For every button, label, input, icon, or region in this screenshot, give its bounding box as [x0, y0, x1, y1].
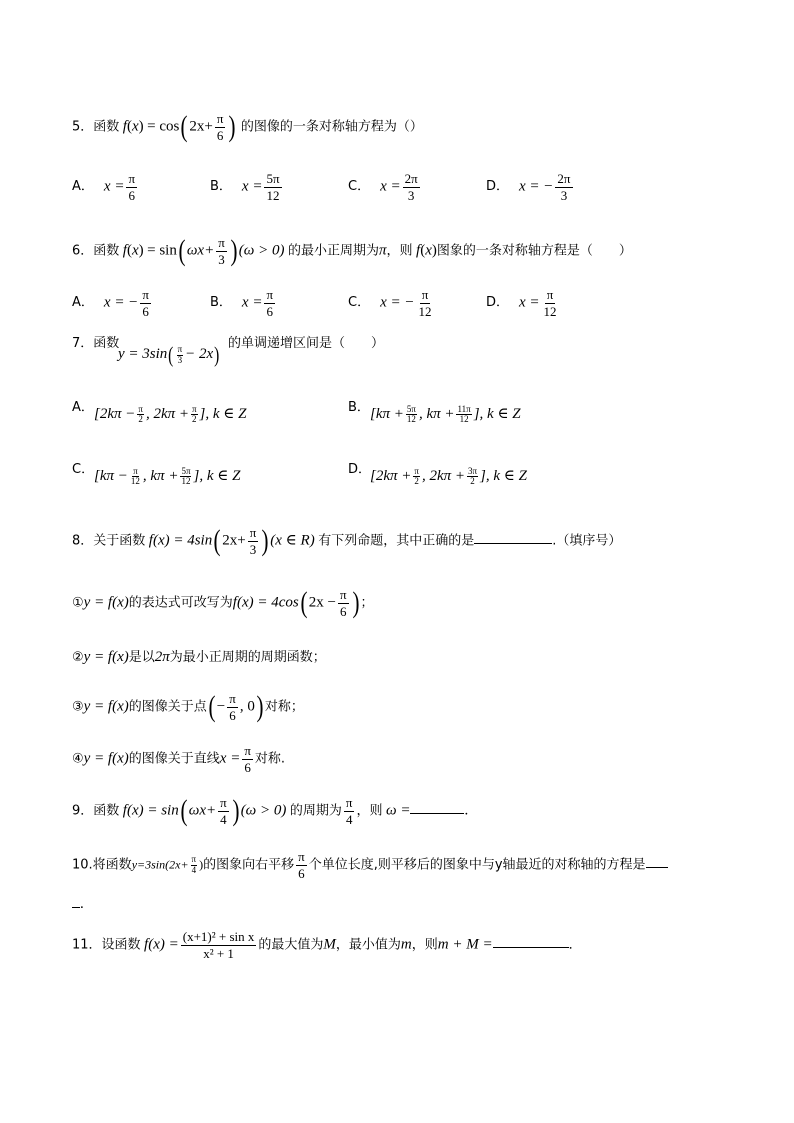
q5-option-d[interactable]: D． x = − $\frac{2\pi}{3}$ — [486, 171, 571, 203]
q7-number: 7．函数 — [72, 336, 120, 351]
q7-option-a[interactable]: [2kπ − $\frac{\pi}{2}$ , 2kπ + $\frac{\pi}{2}$ ], k ∈ Z — [94, 403, 247, 425]
q8-statement-1: ①y = f(x)的表达式可改写为f(x) = 4cos( 2x − $\frac{\pi}{6}$ ) ； — [72, 586, 374, 620]
q6-option-d[interactable]: D． x = $\frac{\pi}{12}$ — [486, 287, 557, 319]
q7-option-a-label: A． — [72, 400, 94, 415]
question-11: 11．设函数 f(x) = $\frac{\text{(x+1)² + sin x}}{\text{x² + 1}}$ 的最大值为M，最小值为m，则m + M = ． — [72, 929, 582, 961]
q10-blank-continued: . — [72, 896, 84, 913]
q6-option-a[interactable]: A． x = − $\frac{\pi}{6}$ — [72, 287, 149, 319]
q10-number: 10.将函数 — [72, 857, 132, 873]
q5-option-c[interactable]: C． x = $\frac{2\pi}{3}$ — [348, 171, 418, 203]
q7-tail: 的单调递增区间是（ ） — [228, 336, 385, 351]
q7-option-b[interactable]: [kπ + $\frac{5\pi}{12}$ , kπ + $\frac{11\pi}{12}$ ], k ∈ Z — [370, 403, 521, 425]
q8-statement-2: ②y = f(x)是以2π为最小正周期的周期函数； — [72, 649, 326, 665]
q5-number: 5．函数 — [72, 119, 120, 135]
q10-answer-blank-2[interactable] — [72, 907, 80, 908]
q6-option-c[interactable]: C． x = − $\frac{\pi}{12}$ — [348, 287, 432, 319]
q8-statement-3: ③y = f(x)的图像关于点( − $\frac{\pi}{6}$ , 0) 对称； — [72, 690, 304, 724]
question-9: 9．函数 f(x) = sin( ωx+ $\frac{\pi}{4}$ ) (ω > 0) 的周期为 $\frac{\pi}{4}$ ，则 ω = . — [72, 794, 469, 828]
q11-number: 11．设函数 — [72, 937, 141, 953]
q5-option-b[interactable]: B． x = $\frac{5\pi}{12}$ — [210, 171, 280, 203]
q5-option-a[interactable]: A． x = $\frac{\pi}{6}$ — [72, 171, 136, 203]
q9-answer-blank[interactable] — [410, 813, 464, 814]
question-6: 6．函数 f(x) = sin( ωx+ $\frac{\pi}{3}$ ) (ω > 0) 的最小正周期为π，则 f(x)图象的一条对称轴方程是（ ） — [72, 234, 632, 268]
q7-function: y = 3sin( $\frac{\pi}{3}$ − 2x) — [118, 342, 220, 367]
q7-option-b-label: B． — [348, 400, 370, 415]
q9-number: 9．函数 — [72, 803, 120, 819]
question-5: 5．函数 f(x) = cos( 2x+ $\frac{\pi}{6}$ ) 的图像的一条对称轴方程为（） — [72, 110, 423, 144]
question-7 — [72, 332, 119, 352]
q6-option-b[interactable]: B． x = $\frac{\pi}{6}$ — [210, 287, 274, 319]
q7-option-d-label: D． — [348, 462, 372, 477]
q11-answer-blank[interactable] — [493, 947, 569, 948]
q7-option-d[interactable]: [2kπ + $\frac{\pi}{2}$ , 2kπ + $\frac{3\pi}{2}$ ], k ∈ Z — [370, 465, 527, 487]
q8-statement-4: ④y = f(x)的图像关于直线x = $\frac{\pi}{6}$ 对称. — [72, 743, 286, 775]
q6-number: 6．函数 — [72, 243, 120, 259]
q8-number: 8．关于函数 — [72, 533, 146, 549]
question-10: 10.将函数y=3sin(2x+ $\frac{\pi}{4}$ )的图象向右平移 $\frac{\pi}{6}$ 个单位长度,则平移后的图象中与y轴最近的对称轴的方程是 — [72, 850, 668, 880]
question-8: 8．关于函数 f(x) = 4sin( 2x+ $\frac{\pi}{3}$ ) (x ∈ R) 有下列命题，其中正确的是 .（填序号） — [72, 524, 622, 558]
q7-option-c[interactable]: [kπ − $\frac{\pi}{12}$ , kπ + $\frac{5\pi}{12}$ ], k ∈ Z — [94, 465, 241, 487]
q7-option-c-label: C． — [72, 462, 95, 477]
q8-answer-blank[interactable] — [474, 543, 552, 544]
q10-answer-blank[interactable] — [646, 867, 668, 868]
